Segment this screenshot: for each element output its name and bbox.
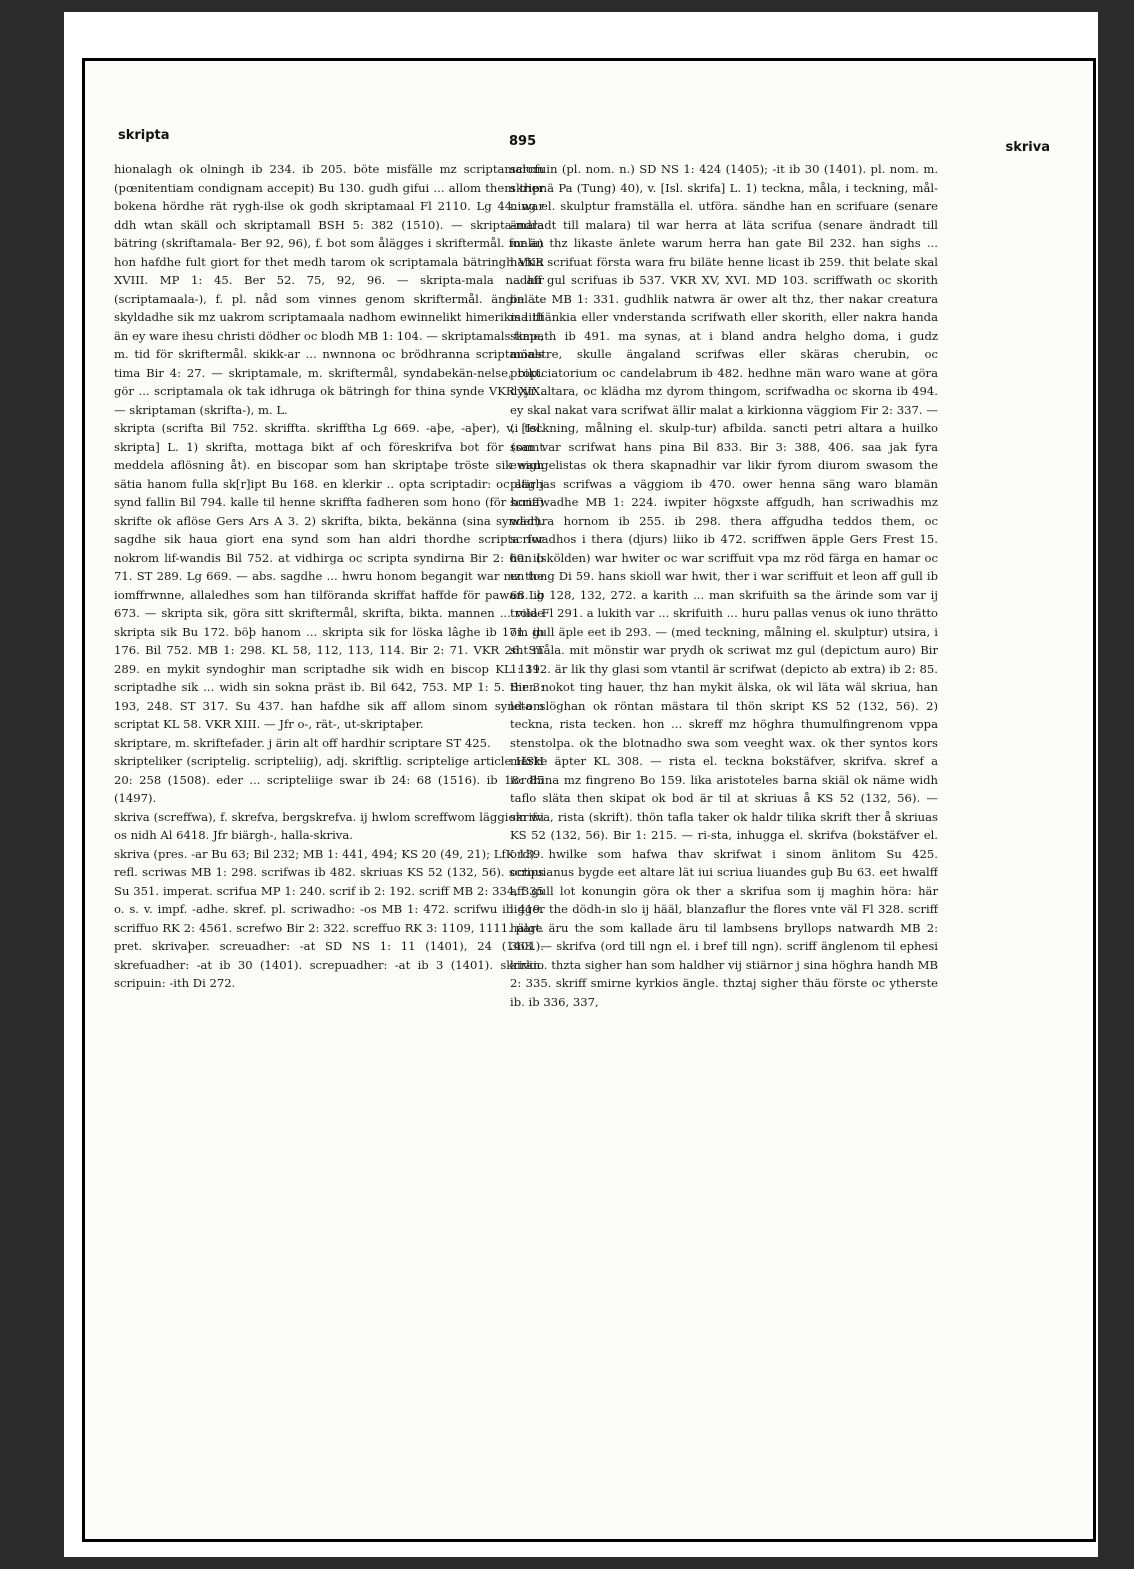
entry-paragraph: scrcfuin (pl. nom. n.) SD NS 1: 424 (1405); -it ib 30 (1401). pl. nom. m. skripnä Pa (Tung) 40), v. [Isl. skrifa] L. 1) teckna, måla, i teckning, mål-ning el. skulptur framställa el. utföra. sändhe han en scrifuare (senare ändradt till malara) til war herra at läta scrifua (senare ändradt till mala) thz likaste änlete warum herra han gate Bil 232. han sighs ... hafua scrifuat första wara fru biläte henne licast ib 259. thit belate skal ... aff gul scrifuas ib 537. VKR XV, XVI. MD 103. scriffwath oc skorith beläte MB 1: 331. gudhlik natwra är ower alt thz, ther nakar creatura ma thänkia eller vnderstanda scrifwath eller skorith, eller nakra handa skapath ib 491. ma synas, at i bland andra helgho doma, i gudz mönstre, skulle ängaland scrifwas eller skäras cherubin, oc propiciatorium oc candelabrum ib 482. hedhne män waro wane at göra dyyr altara, oc klädha mz dyrom thingom, scrifwadha oc skorna ib 494. ey skal nakat vara scrifwat ällir malat a kirkionna väggiom Fir 2: 337. — (i teckning, målning el. skulp-tur) afbilda. sancti petri altara a huilko som var scrifwat hans pina Bil 833. Bir 3: 388, 406. saa jak fyra ewangelistas ok thera skapnadhir var likir fyrom diurom swasom the pläghas scrifwas a väggiom ib 470. ower henna säng waro blamän scriffwadhe MB 1: 224. iwpiter högxste affgudh, han scriwadhis mz wädhra hornom ib 255. ib 298. thera affgudha teddos them, oc scriwadhos i thera (djurs) liiko ib 472. scriffwen äpple Gers Frest 15. han (skölden) war hwiter oc war scriffuit vpa mz röd färga en hamar oc en tong Di 59. hans skioll war hwit, ther i war scriffuit et leon aff gull ib 68. ib 128, 132, 272. a karith ... man skrifuith sa the ärinde som var ij troia Fl 291. a lukith var ... skrifuith ... huru pallas venus ok iuno thrätto om gull äple eet ib 293. — (med teckning, målning el. skulptur) utsira, i sht måla. mit mönstir war prydh ok scriwat mz gul (depictum auro) Bir 1: 392. är lik thy glasi som vtantil är scrifwat (depicto ab extra) ib 2: 85. then nokot ting hauer, thz han mykit älska, ok wil läta wäl skriua, han leta slöghan ok röntan mästara til thön skript KS 52 (132, 56). 2) teckna, rista tecken. hon ... skreff mz höghra thumulfingrenom vppa stenstolpa. ok the blotnadho swa som veeght wax. ok ther syntos kors märke äpter KL 308. — rista el. teckna bokstäfver, skrifva. skref a iordhina mz fingreno Bo 159. lika aristoteles barna skiäl ok näme widh taflo släta then skipat ok bod är til at skriuas å KS 52 (132, 56). — skrifva, rista (skrift). thön tafla taker ok haldr tilika skrift ther å skriuas KS 52 (132, 56). Bir 1: 215. — ri-sta, inhugga el. skrifva (bokstäfver el. ord). hwilke som hafwa thav skrifwat i sinom änlitom Su 425. octouianus bygde eet altare lät iui scriua liuandes guþ Bu 63. eet hwalff aff gull lot konungin göra ok ther a skrifua som ij maghin höra: här ligger the dödh-in slo ij hääl, blanzaflur the flores vnte väl Fl 328. scriff hälge äru the som kallade äru til lambsens bryllops natwardh MB 2: 363. — skrifva (ord till ngn el. i bref till ngn). scriff änglenom til ephesi kirkio. thzta sigher han som haldher vij stiärnor j sina höghra handh MB 2: 335. skriff smirne kyrkios ängle. thztaj sigher thäu förste oc ytherste ib. ib 336, 337, [510, 162, 938, 1009]
header-right-guideword: skriva [1005, 140, 1050, 155]
page-header [114, 128, 1054, 155]
right-column [510, 160, 938, 1520]
entry-paragraph: skripta (scrifta Bil 752. skriffta. skrifftha Lg 669. -aþe, -aþer), v. [Isl. skripta] L. 1) skrifta, mottaga bikt af och föreskrifva bot för (samt meddela aflösning åt). en biscopar som han skriptaþe tröste sik eigh sätia hanom fulla sk[r]ipt Bu 168. en klerkir .. opta scriptadir: oc atir j synd fallin Bil 794. kalle til henne skriffta fadheren som hono (för hona) skrifte ok aflöse Gers Ars A 3. 2) skrifta, bikta, bekänna (sina synder). sagdhe sik haua giort ena synd som han aldri thordhe scripta for nokrom lif-wandis Bil 752. at vidhirga oc scripta syndirna Bir 2: 60. ib 71. ST 289. Lg 669. — abs. sagdhe ... hwru honom begangit war mz the iomffrwnne, allaledhes som han tilföranda skriffat haffde för pawan Lg 673. — skripta sik, göra sitt skriftermål, skrifta, bikta. mannen ... vilde skripta sik Bu 172. böþ hanom ... skripta sik for löska lâghe ib 171. ib 176. Bil 752. MB 1: 298. KL 58, 112, 113, 114. Bir 2: 71. VKR 26. ST 289. en mykit syndoghir man scriptadhe sik widh en biscop KL 111. scriptadhe sik ... widh sin sokna präst ib. Bil 642, 753. MP 1: 5. Bir 3: 193, 248. ST 317. Su 437. han hafdhe sik aff allom sinom synd-om scriptat KL 58. VKR XIII. — Jfr o-, rät-, ut-skriptaþer. [114, 421, 544, 731]
entry-paragraph: skriptare, m. skriftefader. j ärin alt off hardhir scriptare ST 425. [114, 735, 491, 750]
entry-paragraph: hionalagh ok olningh ib 234. ib 205. böte misfälle mz scriptamalom (pœnitentiam condignam accepit) Bu 130. gudh gifui ... allom them ther bokena hördhe rät rygh-ilse ok godh skriptamaal Fl 2110. Lg 44. war ddh wtan skäll och skriptamall BSH 5: 382 (1510). — skripta-mala bätring (skriftamala- Ber 92, 96), f. bot som ålägges i skriftermål. for än hon hafdhe fult giort for thet medh tarom ok scriptamala bätringh VKR XVIII. MP 1: 45. Ber 52. 75, 92, 96. — skripta-mala nadhir (scriptamaala-), f. pl. nåd som vinnes genom skriftermål. ängin ... skyldadhe sik mz uakrom scriptamaala nadhom ewinnelikt himerikis liiff än ey ware ihesu christi dödher oc blodh MB 1: 104. — skriptamals time, m. tid för skriftermål. skikk-ar ... nwnnona oc brödhranna scriptamals tima Bir 4: 27. — skriptamale, m. skriftermål, syndabekän-nelse, bikt. gör ... scriptamala ok tak idhruga ok bätringh for thina synde VKR XIX. — skriptaman (skrifta-), m. L. [114, 162, 544, 417]
entry-paragraph: skripteliker (scriptelig. scripteliig), adj. skriftlig. scriptelige article HSH 20: 258 (1508). eder ... scripteliige swar ib 24: 68 (1516). ib 18: 85 (1497). [114, 754, 544, 805]
page-number: 895 [509, 134, 537, 149]
entry-paragraph: skriva (pres. -ar Bu 63; Bil 232; MB 1: 441, 494; KS 20 (49, 21); LfK 139. refl. scriwas MB 1: 298. scrifwas ib 482. skriuas KS 52 (132, 56). scrips Su 351. imperat. scrifua MP 1: 240. scrif ib 2: 192. scriff MB 2: 334, 335 o. s. v. impf. -adhe. skref. pl. scriwadho: -os MB 1: 472. scrifwu ib 419. scriffuo RK 2: 4561. screfwo Bir 2: 322. screffuo RK 3: 1109, 1111. part. pret. skrivaþer. screuadher: -at SD NS 1: 11 (1401), 24 (1401). skrefuadher: -at ib 30 (1401). screpuadher: -at ib 3 (1401). skrivin. scripuin: -ith Di 272. [114, 846, 544, 990]
header-left-guideword: skripta [118, 128, 170, 143]
left-column [114, 160, 544, 1520]
entry-paragraph: skriva (screffwa), f. skrefva, bergskrefva. ij hwlom screffwom läggiom wi os nidh Al 6418. Jfr biärgh-, halla-skriva. [114, 809, 544, 842]
